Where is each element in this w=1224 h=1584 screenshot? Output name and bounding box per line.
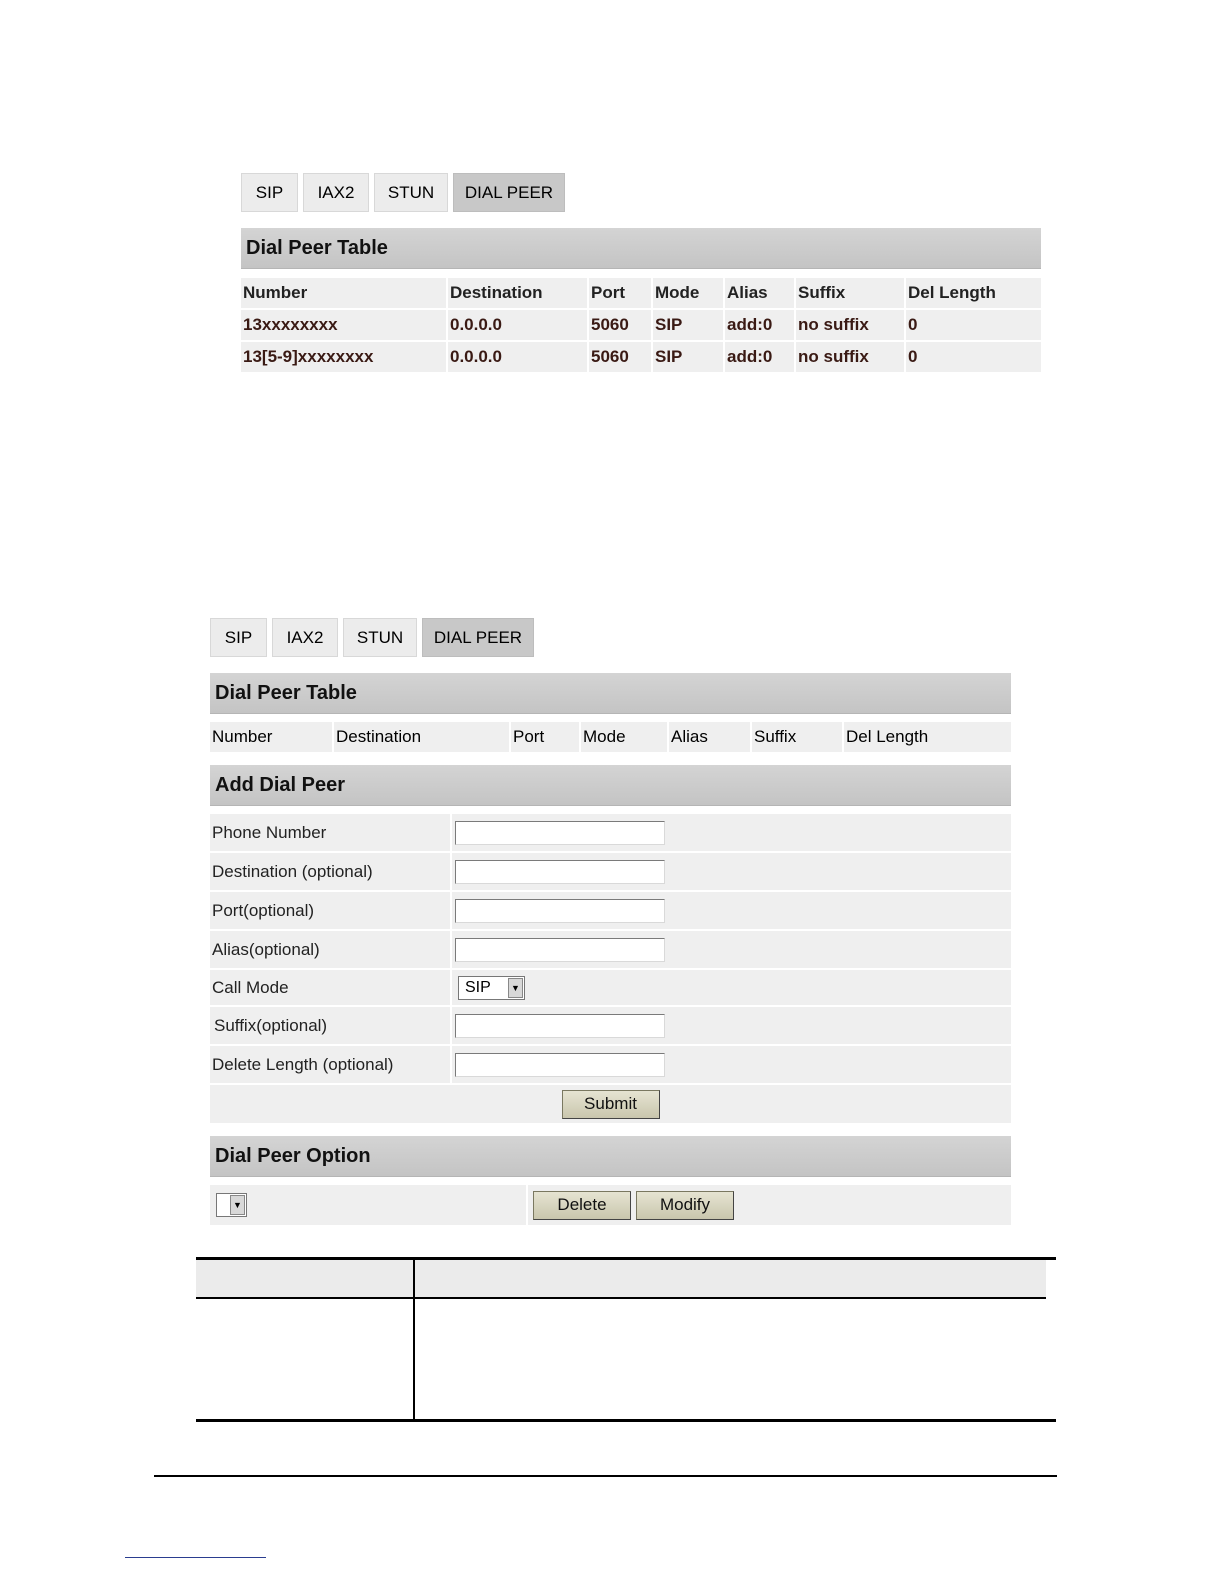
port-input[interactable] — [455, 899, 665, 923]
call-mode-value: SIP — [465, 978, 491, 996]
table-header-row — [241, 278, 1041, 308]
tab-sip[interactable]: SIP — [241, 173, 298, 212]
dial-peer-option-row — [210, 1185, 1011, 1225]
form-row — [210, 1007, 1011, 1044]
column-divider — [413, 1260, 415, 1419]
section-title-dial-peer-option — [210, 1136, 1011, 1177]
tab-stun[interactable]: STUN — [374, 173, 448, 212]
cell-del-length: 0 — [906, 342, 1041, 372]
cell-destination: 0.0.0.0 — [448, 310, 589, 340]
table-row[interactable] — [241, 310, 1041, 340]
column-header: Suffix — [752, 722, 844, 752]
tab-sip[interactable]: SIP — [210, 618, 267, 657]
document-table — [196, 1257, 1056, 1422]
chevron-down-icon[interactable]: ▼ — [230, 1195, 245, 1215]
column-header: Number — [210, 722, 334, 752]
alias-label: Alias(optional) — [210, 931, 452, 968]
table-row[interactable] — [241, 342, 1041, 372]
column-header: Number — [241, 278, 448, 308]
document-table-header — [196, 1260, 1046, 1299]
column-header: Del Length — [906, 278, 1041, 308]
column-header: Del Length — [844, 722, 1011, 752]
cell-alias: add:0 — [725, 310, 796, 340]
section-title-add-dial-peer — [210, 765, 1011, 806]
cell-number: 13xxxxxxxx — [241, 310, 448, 340]
call-mode-select[interactable] — [458, 976, 525, 1000]
add-dial-peer-form — [210, 814, 1011, 1123]
cell-alias: add:0 — [725, 342, 796, 372]
modify-button[interactable]: Modify — [636, 1191, 734, 1220]
section-title-text: Add Dial Peer — [215, 773, 346, 796]
cell-suffix: no suffix — [796, 342, 906, 372]
chevron-down-icon[interactable]: ▼ — [508, 978, 523, 998]
cell-suffix: no suffix — [796, 310, 906, 340]
tab-iax2[interactable]: IAX2 — [272, 618, 338, 657]
alias-input[interactable] — [455, 938, 665, 962]
tab-bar-top — [241, 173, 565, 212]
submit-button[interactable]: Submit — [562, 1090, 660, 1119]
dial-peer-select[interactable] — [216, 1193, 247, 1217]
dial-peer-table — [241, 276, 1041, 374]
cell-mode: SIP — [653, 310, 725, 340]
column-header: Alias — [669, 722, 752, 752]
delete-length-label: Delete Length (optional) — [210, 1046, 452, 1083]
option-select-cell — [210, 1185, 528, 1225]
delete-length-input[interactable] — [455, 1053, 665, 1077]
cell-destination: 0.0.0.0 — [448, 342, 589, 372]
table-header-row — [210, 722, 1011, 752]
tab-bar-bottom — [210, 618, 534, 657]
suffix-label: Suffix(optional) — [210, 1007, 452, 1044]
column-header: Suffix — [796, 278, 906, 308]
form-row — [210, 853, 1011, 890]
column-header: Destination — [448, 278, 589, 308]
cell-port: 5060 — [589, 310, 653, 340]
form-row — [210, 892, 1011, 929]
port-label: Port(optional) — [210, 892, 452, 929]
destination-label: Destination (optional) — [210, 853, 452, 890]
form-row — [210, 970, 1011, 1005]
cell-number: 13[5-9]xxxxxxxx — [241, 342, 448, 372]
section-title-text: Dial Peer Option — [215, 1144, 371, 1167]
column-header: Port — [589, 278, 653, 308]
call-mode-label: Call Mode — [210, 970, 452, 1005]
form-row — [210, 931, 1011, 968]
tab-dial-peer[interactable]: DIAL PEER — [422, 618, 534, 657]
section-title-dial-peer-table — [210, 673, 1011, 714]
dial-peer-table-empty — [210, 720, 1011, 754]
column-header: Destination — [334, 722, 511, 752]
phone-number-input[interactable] — [455, 821, 665, 845]
suffix-input[interactable] — [455, 1014, 665, 1038]
cell-port: 5060 — [589, 342, 653, 372]
submit-row — [210, 1085, 1011, 1123]
footer-rule — [154, 1475, 1057, 1477]
tab-iax2[interactable]: IAX2 — [303, 173, 369, 212]
section-title-dial-peer-table — [241, 228, 1041, 269]
option-buttons — [533, 1191, 734, 1220]
phone-number-label: Phone Number — [210, 814, 452, 851]
tab-dial-peer[interactable]: DIAL PEER — [453, 173, 565, 212]
delete-button[interactable]: Delete — [533, 1191, 631, 1220]
column-header: Port — [511, 722, 581, 752]
column-header: Mode — [653, 278, 725, 308]
section-title-text: Dial Peer Table — [246, 236, 388, 259]
tab-stun[interactable]: STUN — [343, 618, 417, 657]
column-header: Mode — [581, 722, 669, 752]
destination-input[interactable] — [455, 860, 665, 884]
cell-mode: SIP — [653, 342, 725, 372]
section-title-text: Dial Peer Table — [215, 681, 357, 704]
footer-link-underline — [125, 1557, 266, 1558]
column-header: Alias — [725, 278, 796, 308]
cell-del-length: 0 — [906, 310, 1041, 340]
form-row — [210, 1046, 1011, 1083]
form-row — [210, 814, 1011, 851]
